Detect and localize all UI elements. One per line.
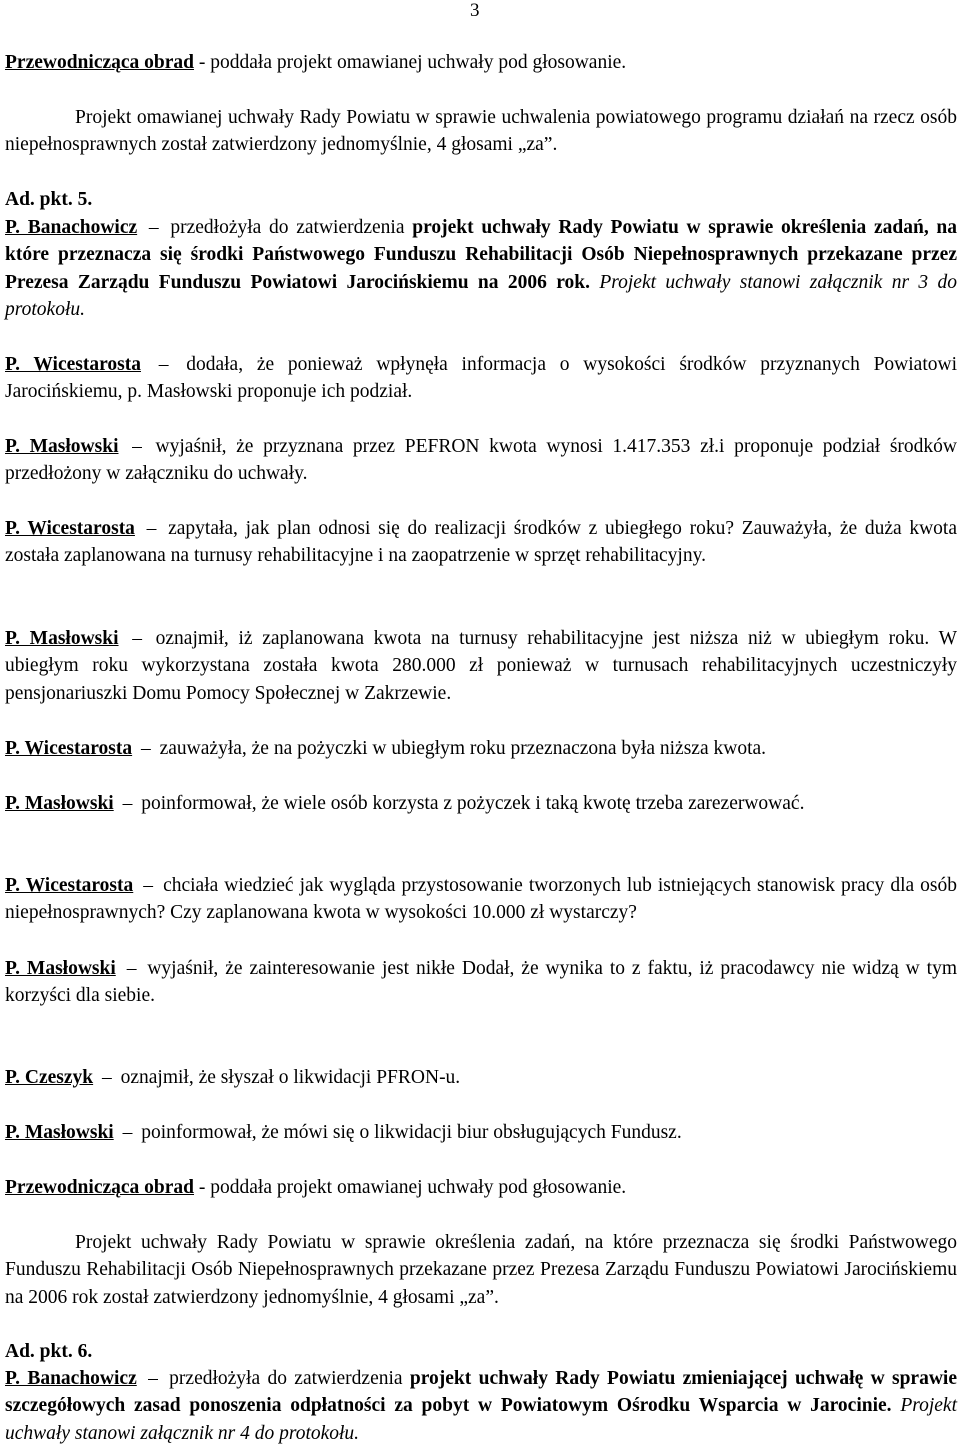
speaker-name: P. Banachowicz (5, 1368, 137, 1389)
agenda-heading-6: Ad. pkt. 6. (5, 1341, 93, 1362)
speaker-name: P. Wicestarosta (5, 354, 141, 375)
dash: – (146, 518, 157, 539)
speaker-name: Przewodnicząca obrad (5, 1177, 195, 1198)
speaker-name: P. Wicestarosta (5, 738, 133, 759)
paragraph-czeszyk-1 (5, 1064, 957, 1091)
dash: – (122, 1122, 133, 1143)
speaker-name: P. Banachowicz (5, 217, 138, 238)
paragraph-text: Projekt uchwały Rady Powiatu w sprawie określenia zadań, na które przeznacza się środki Państwowego Funduszu Rehabilitacji Osób Niepełnosprawnych przekazane przez Prezesa Zarządu Funduszu Powiatowi Jarocińskiemu na 2006 rok został zatwierdzony jednomyślnie, 4 głosami „za”. (5, 1232, 957, 1308)
page-number: 3 (470, 0, 480, 21)
speaker-name: P. Wicestarosta (5, 518, 135, 539)
paragraph-text: oznajmił, że słyszał o likwidacji PFRON-u. (115, 1067, 461, 1088)
paragraph-maslowski-4 (5, 955, 957, 1010)
dash: – (132, 628, 142, 649)
paragraph-wicestarosta-4 (5, 872, 957, 927)
paragraph-text: zapytała, jak plan odnosi się do realizacji środków z ubiegłego roku? Zauważyła, że duża kwota została zaplanowana na turnusy rehabilitacyjne i na zaopatrzenie w sprzęt rehabilitacyjny. (5, 518, 957, 567)
agenda-heading-5: Ad. pkt. 5. (5, 189, 93, 210)
paragraph-text: oznajmił, iż zaplanowana kwota na turnusy rehabilitacyjne jest niższa niż w ubiegłym roku. W ubiegłym roku wykorzystana została kwota 280.000 zł ponieważ w turnusach rehabilitacyjnych uczestniczyły pensjonariuszki Domu Pomocy Społecznej w Zakrzewie. (5, 628, 957, 704)
resolution-title: projekt uchwały Rady Powiatu zmieniającej uchwałę w sprawie szczegółowych zasad ponoszenia odpłatności za pobyt w Powiatowym Ośrodku Wsparcia w Jarocinie. (5, 1368, 957, 1417)
dash: – (126, 958, 137, 979)
speaker-name: P. Masłowski (5, 793, 114, 814)
paragraph-text: przedłożyła do zatwierdzenia (162, 217, 413, 238)
dash: – (141, 738, 151, 759)
attachment-note: Projekt uchwały stanowi załącznik nr 4 do protokołu. (5, 1395, 957, 1444)
paragraph-text: zauważyła, że na pożyczki w ubiegłym roku przeznaczona była niższa kwota. (154, 738, 767, 759)
speaker-name: P. Masłowski (5, 1122, 114, 1143)
dash: – (132, 436, 142, 457)
paragraph-text: przedłożyła do zatwierdzenia (161, 1368, 410, 1389)
speaker-name: P. Masłowski (5, 958, 116, 979)
dash: – (143, 875, 154, 896)
attachment-note: Projekt uchwały stanowi załącznik nr 3 do protokołu. (5, 271, 957, 321)
dash: – (158, 354, 169, 375)
paragraph-text: poinformował, że wiele osób korzysta z pożyczek i taką kwotę trzeba zarezerwować. (136, 793, 805, 814)
speaker-name: P. Masłowski (5, 436, 119, 457)
speaker-name: P. Wicestarosta (5, 875, 134, 896)
paragraph-text: chciała wiedzieć jak wygląda przystosowanie tworzonych lub istniejących stanowisk pracy dla osób niepełnosprawnych? Czy zaplanowana kwota w wysokości 10.000 zł wystarczy? (5, 875, 958, 924)
paragraph-wicestarosta-2 (5, 515, 957, 570)
dash: – (101, 1067, 112, 1088)
speaker-name: P. Masłowski (5, 628, 119, 649)
paragraph-text: wyjaśnił, że zainteresowanie jest nikłe Dodał, że wynika to z faktu, iż pracodawcy nie widzą w tym korzyści dla siebie. (5, 958, 958, 1007)
paragraph-text: dodała, że ponieważ wpłynęła informacja o wysokości środków przyznanych Powiatowi Jarocińskiemu, p. Masłowski proponuje ich podział. (5, 354, 957, 403)
resolution-title: projekt uchwały Rady Powiatu w sprawie określenia zadań, na które przeznacza się środki Państwowego Funduszu Rehabilitacji Osób Niepełnosprawnych przekazane przez Prezesa Zarządu Funduszu Powiatowi Jarocińskiemu na 2006 rok. (5, 217, 958, 293)
paragraph-text: - poddała projekt omawianej uchwały pod głosowanie. (194, 52, 627, 73)
speaker-name: P. Czeszyk (5, 1067, 94, 1088)
paragraph-resolution-approved-1 (5, 104, 957, 159)
paragraph-maslowski-1 (5, 433, 957, 488)
dash: – (148, 1368, 158, 1389)
paragraph-chair-vote-2 (5, 1174, 957, 1201)
paragraph-wicestarosta-3 (5, 735, 957, 762)
paragraph-banachowicz-2 (5, 1365, 957, 1447)
paragraph-wicestarosta-1 (5, 351, 957, 406)
paragraph-maslowski-2 (5, 625, 957, 707)
speaker-name: Przewodnicząca obrad (5, 52, 195, 73)
paragraph-text: wyjaśnił, że przyznana przez PEFRON kwota wynosi 1.417.353 zł.i proponuje podział środków przedłożony w załączniku do uchwały. (5, 436, 958, 485)
paragraph-text: - poddała projekt omawianej uchwały pod głosowanie. (194, 1177, 627, 1198)
paragraph-text: poinformował, że mówi się o likwidacji biur obsługujących Fundusz. (136, 1122, 682, 1143)
paragraph-banachowicz-1 (5, 214, 957, 324)
dash: – (148, 217, 159, 238)
paragraph-maslowski-3 (5, 790, 957, 817)
paragraph-maslowski-5 (5, 1119, 957, 1146)
paragraph-resolution-approved-2 (5, 1229, 957, 1311)
paragraph-text: Projekt omawianej uchwały Rady Powiatu w sprawie uchwalenia powiatowego programu działań na rzecz osób niepełnosprawnych został zatwierdzony jednomyślnie, 4 głosami „za”. (5, 107, 957, 156)
dash: – (122, 793, 133, 814)
paragraph-chair-vote-1 (5, 49, 957, 76)
